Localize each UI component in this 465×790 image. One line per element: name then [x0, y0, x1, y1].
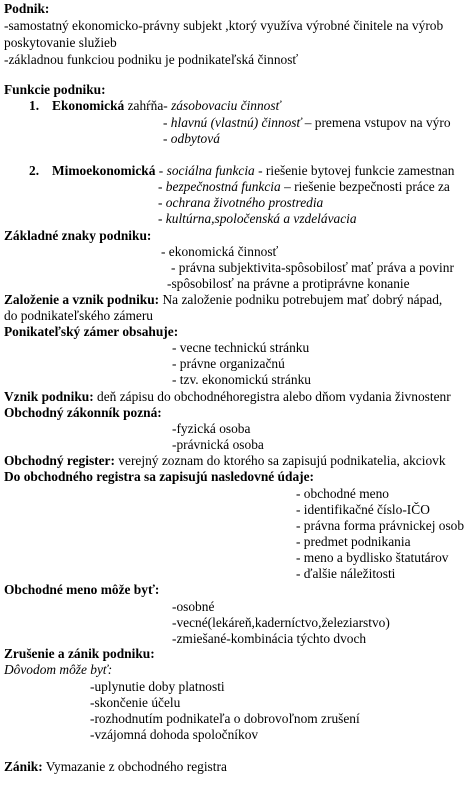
zamer-line: - právne organizačnú	[172, 356, 285, 371]
podnik-heading	[4, 0, 465, 17]
podnik-definition-line: poskytovanie služieb	[4, 35, 117, 50]
vznik-line	[4, 388, 465, 405]
mimoekonomicka-first-italic: sociálna funkcia	[166, 163, 255, 178]
ekonomicka-third: - odbytová	[163, 131, 220, 146]
mimoekonomicka-label: Mimoekonomická	[52, 163, 156, 178]
mimoekonomicka-second-italic: - bezpečnostná funkcia	[158, 179, 281, 194]
zamer-line: - vecne technickú stránku	[172, 340, 310, 355]
ekonomicka-first: zásobovaciu činnosť	[171, 98, 281, 113]
udaje-line: - identifikačné číslo-IČO	[296, 502, 430, 517]
list-number: 2.	[29, 163, 40, 178]
mimoekonomicka-first-rest: - riešenie bytovej funkcie zamestnan	[254, 163, 455, 178]
meno-line: -zmiešané-kombinácia týchto dvoch	[172, 631, 367, 646]
ekonomicka-second	[163, 114, 465, 131]
zalozenie-text: Na založenie podniku potrebujem mať dobrý nápad,	[159, 292, 443, 307]
zrusenie-subtitle: Dôvodom môže byť:	[4, 662, 113, 677]
zalozenie-line2: do podnikateľského zámeru	[4, 308, 153, 323]
mimoekonomicka-sep: -	[155, 163, 167, 178]
znaky-line: - právna subjektivita-spôsobilosť mať práva a povinr	[171, 260, 454, 275]
podnik-function-line: -základnou funkciou podniku je podnikateľská činnosť	[4, 52, 299, 67]
mimoekonomicka-third: - ochrana životného prostredia	[158, 195, 324, 210]
mimoekonomicka-second-rest: – riešenie bezpečnosti práce za	[280, 179, 450, 194]
zanik-title: Zánik:	[4, 759, 43, 774]
ekonomicka-prefix: zahŕňa-	[124, 98, 172, 113]
zrusenie-line: -uplynutie doby platnosti	[90, 679, 225, 694]
funkcie-title: Funkcie podniku:	[4, 82, 106, 97]
mimoekonomicka-second	[158, 178, 465, 195]
zalozenie-title: Založenie a vznik podniku:	[4, 292, 160, 307]
podnik-definition-line: -samostatný ekonomicko-právny subjekt ,ktorý využíva výrobné činitele na výrob	[4, 18, 444, 33]
vznik-title: Vznik podniku:	[4, 389, 94, 404]
zalozenie-line	[4, 291, 465, 308]
zanik-line	[4, 758, 465, 775]
znaky-title: Základné znaky podniku:	[4, 228, 152, 243]
ekonomicka-second-rest: – premena vstupov na výro	[301, 115, 451, 130]
zakonnik-line: -právnická osoba	[172, 437, 264, 452]
meno-line: -osobné	[172, 599, 215, 614]
ekonomicka-label: Ekonomická	[52, 98, 125, 113]
udaje-line: - ďalšie náležitosti	[296, 566, 396, 581]
zakonnik-title: Obchodný zákonník pozná:	[4, 405, 162, 420]
zrusenie-heading	[4, 645, 465, 662]
zamer-heading	[4, 323, 465, 340]
zrusenie-line: -vzájomná dohoda spoločníkov	[90, 727, 259, 742]
znaky-line: - ekonomická činnosť	[161, 244, 279, 259]
udaje-line: - predmet podnikania	[296, 534, 411, 549]
znaky-heading	[4, 227, 465, 244]
zanik-text: Vymazanie z obchodného registra	[42, 759, 227, 774]
udaje-line: - meno a bydlisko štatutárov	[296, 550, 449, 565]
zrusenie-line: -rozhodnutím podnikateľa o dobrovoľnom zrušení	[90, 711, 360, 726]
meno-title: Obchodné meno môže byť:	[4, 582, 160, 597]
zrusenie-line: -skončenie účelu	[90, 695, 181, 710]
meno-line: -vecné(lekáreň,kaderníctvo,železiarstvo)	[172, 615, 390, 630]
funkcie-heading	[4, 81, 465, 98]
zrusenie-title: Zrušenie a zánik podniku:	[4, 646, 155, 661]
ekonomicka-second-italic: - hlavnú (vlastnú) činnosť	[163, 115, 302, 130]
register-text: verejný zoznam do ktorého sa zapisujú podnikatelia, akciovk	[114, 453, 446, 468]
mimoekonomicka-fourth: - kultúrna,spoločenská a vzdelávacia	[158, 211, 357, 226]
register-title: Obchodný register:	[4, 453, 115, 468]
zakonnik-line: -fyzická osoba	[172, 421, 251, 436]
register-line	[4, 452, 465, 469]
list-number: 1.	[29, 98, 40, 113]
udaje-heading	[4, 468, 465, 485]
meno-heading	[4, 581, 465, 598]
vznik-text: deň zápisu do obchodnéhoregistra alebo dňom vydania živnostenr	[93, 389, 451, 404]
udaje-line: - obchodné meno	[296, 486, 389, 501]
znaky-line: -spôsobilosť na právne a protiprávne konanie	[167, 276, 410, 291]
udaje-line: - právna forma právnickej osob	[296, 518, 465, 533]
udaje-title: Do obchodného registra sa zapisujú nasledovné údaje:	[4, 469, 315, 484]
podnik-title: Podnik:	[4, 1, 50, 16]
zamer-title: Ponikateľský zámer obsahuje:	[4, 324, 179, 339]
funkcie-item-ekonomicka	[29, 97, 465, 114]
zamer-line: - tzv. ekonomickú stránku	[172, 372, 311, 387]
funkcie-item-mimoekonomicka	[29, 162, 465, 179]
zakonnik-heading	[4, 404, 465, 421]
